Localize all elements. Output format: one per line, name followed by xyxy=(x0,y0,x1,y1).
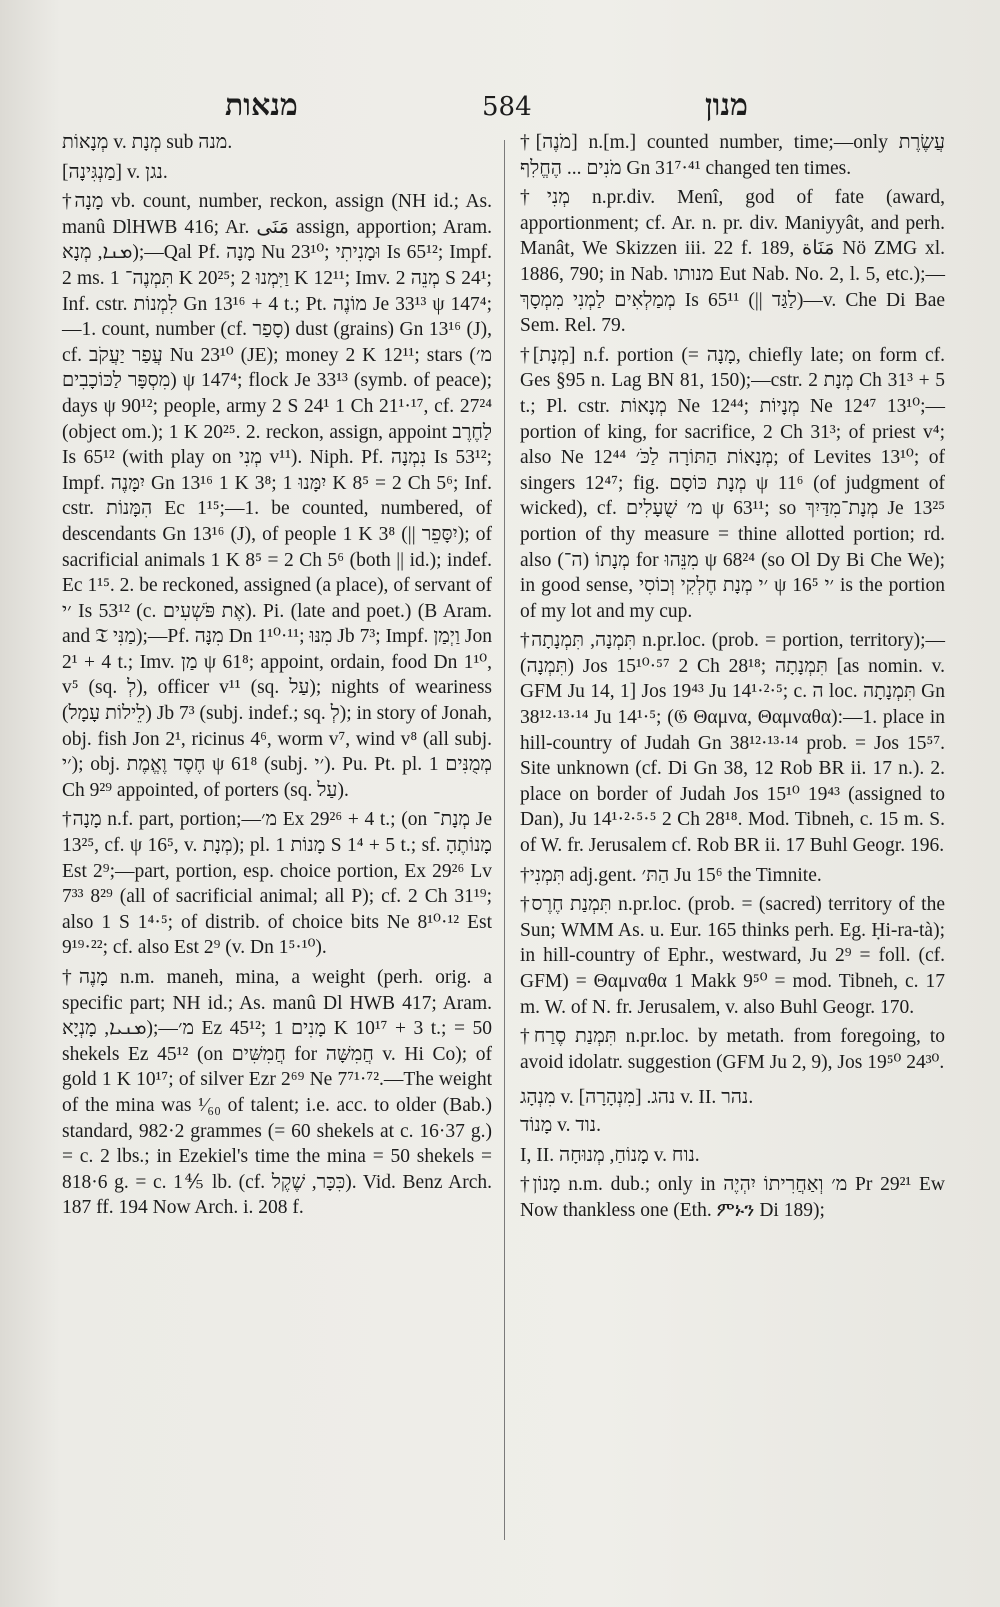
entry-manoah-xref: I, II. מָנוֹחַ, מְנוּחָה v. נוח. xyxy=(520,1144,700,1166)
entry-minhag-xref: מִנְהָג v. נהג. [מִנְהָרָה] v. II. נהר. xyxy=(520,1087,754,1109)
running-head-right: מנון xyxy=(705,88,748,123)
entry-timnath-heres: †תִּמְנַת חֶרֶס n.pr.loc. (prob. = (sacred) territory of the Sun; WMM As. u. Eur. 165 thinks perh. Eg. Ḥi-ra-tà); in hill-country of Ephr., westward, Ju 2⁹ = foll. (cf. GFM) = Θαμναθα 1 Makk 9⁵⁰ = mod. Tibneh, c. 17 m. W. of N. fr. Jerusalem, v. also Buhl Geogr. 170. xyxy=(520,894,945,1018)
page-number: 584 xyxy=(482,92,532,122)
entry-manon: †מָנוֹן n.m. dub.; only in מ׳ וְאַחֲרִיתוֹ יִהְיֶה Pr 29²¹ Ew Now thankless one (Eth. ምኑን Di 189); xyxy=(520,1174,946,1221)
entry-moneh: †[מֹנֶה] n.[m.] counted number, time;—only עֲשֶׂרֶת מֹנִים ... הֶחֱלִף Gn 31⁷·⁴¹ changed ten times. xyxy=(520,132,945,179)
entry-manah-noun: †מָנָה n.f. part, portion;—מ׳ Ex 29²⁶ + 4 t.; (on מְנָת־ Je 13²⁵, cf. ψ 16⁵, v. מְנָת); pl. מָנוֹת 1 S 1⁴ + 5 t.; sf. מָנוֹתֶהָ Est 2⁹;—part, portion, esp. choice portion, Ex 29²⁶ Lv 7³³ 8²⁹ (all of sacrificial animal; all P); cf. 2 Ch 31¹⁹; also 1 S 1⁴·⁵; of distrib. of choice bits Ne 8¹⁰·¹² Est 9¹⁹·²²; cf. also Est 2⁹ (v. Dn 1⁵·¹⁰). xyxy=(62,809,493,959)
entry-mangina-xref: [מַנְגִּינָה] v. נגן. xyxy=(62,161,168,183)
entry-timni: †תִּמְנִי adj.gent. הַתּ׳ Ju 15⁶ the Timnite. xyxy=(520,864,822,886)
entry-meni: †מְנִי n.pr.div. Menî, god of fate (award, apportionment; cf. Ar. n. pr. div. Maniyyât, and perh. Manât, We Skizzen iii. 22 f. 189, مَنَاة Nö ZMG xl. 1886, 790; in Nab. מנותו Eut Nab. No. 2, l. 5, etc.);—מְמַלְאִים לַמְנִי מִמְסָךְ Is 65¹¹ (|| לַגַּד)—v. Che Di Bae Sem. Rel. 79. xyxy=(520,187,946,337)
column-divider xyxy=(504,140,505,1540)
running-head-left: מנאות xyxy=(225,88,298,123)
right-column xyxy=(520,130,945,1227)
entry-menaoth-xref: מְנָאוֹת v. מְנָת sub מנה. xyxy=(62,132,233,153)
entry-manod-xref: מָנוֹד v. נוד. xyxy=(520,1114,601,1136)
entry-maneh: †מָנֶה n.m. maneh, mina, a weight (perh. orig. a specific part; NH id.; As. manû Dl HWB 417; Aram. ܡܢܝܐ, מָנְיָא);—מ׳ Ez 45¹²; מָנִים 1 K 10¹⁷ + 3 t.; = 50 shekels Ez 45¹² (on חֲמִשִּׁים for חֲמִשָּׁה v. Hi Co); of gold 1 K 10¹⁷; of silver Ezr 2⁶⁹ Ne 7⁷¹·⁷².—The weight of the mina was ¹⁄₆₀ of talent; i.e. acc. to older (Bab.) standard, 982·2 grammes (= 60 shekels at c. 16·37 g.) = c. 2 lbs.; in Ezekiel's time the mina = 50 shekels = 818·6 g. = c. 1⅘ lb. (cf. כִּכָּר, שֶׁקֶל). Vid. Benz Arch. 187 ff. 194 Now Arch. i. 208 f. xyxy=(62,967,493,1219)
entry-manah-verb: †מָנָה vb. count, number, reckon, assign (NH id.; As. manû DlHWB 416; Ar. مَنَى assign, apportion; Aram. ܡܢܐ, מְנָא);—Qal Pf. מָנָה Nu 23¹⁰; וּמָנִיתִי Is 65¹²; Impf. 2 ms. תִּמְנֶה־ 1 K 20²⁵; וַיִּמְנוּ 2 K 12¹¹; Imv. מְנֵה 2 S 24¹; Inf. cstr. לִמְנוֹת Gn 13¹⁶ + 4 t.; Pt. מוֹנֶה Je 33¹³ ψ 147⁴;—1. count, number (cf. סָפַר) dust (grains) Gn 13¹⁶ (J), cf. עֲפַר יַעֲקֹב Nu 23¹⁰ (JE); money 2 K 12¹¹; stars (מ׳ מִסְפָּר לַכּוֹכָבִים) ψ 147⁴; flock Je 33¹³ (symb. of peace); days ψ 90¹²; people, army 2 S 24¹ 1 Ch 21¹·¹⁷, cf. 27²⁴ (object om.); 1 K 20²⁵. 2. reckon, assign, appoint לַחֶרֶב Is 65¹² (with play on מְנִי v¹¹). Niph. Pf. נִמְנָה Is 53¹²; Impf. יִמָּנֶה Gn 13¹⁶ 1 K 3⁸; יִמָּנוּ 1 K 8⁵ = 2 Ch 5⁶; Inf. cstr. הִמָּנוֹת Ec 1¹⁵;—1. be counted, numbered, of descendants Gn 13¹⁶ (J), of people 1 K 3⁸ (|| יִסָּפֵר); of sacrificial animals 1 K 8⁵ = 2 Ch 5⁶ (both || id.); indef. Ec 1¹⁵. 2. be reckoned, assigned (a place), of servant of ׳י Is 53¹² (c. אֶת פֹּשְׁעִים). Pi. (late and poet.) (B Aram. and 𝔗 מַנִּי);—Pf. מִנָּה Dn 1¹⁰·¹¹; מִנּוּ Jb 7³; Impf. וַיְמַן Jon 2¹ + 4 t.; Imv. מַן ψ 61⁸; appoint, ordain, food Dn 1¹⁰, v⁵ (sq. לְ), officer v¹¹ (sq. עַל); nights of weariness (לֵילוֹת עָמָל) Jb 7³ (subj. indef.; sq. לְ); in story of Jonah, obj. fish Jon 2¹, ricinus 4⁶, worm v⁷, wind v⁸ (all subj. ׳י); obj. חֶסֶד וֶאֱמֶת ψ 61⁸ (subj. ׳י). Pu. Pt. pl. מְמֻנִּים 1 Ch 9²⁹ appointed, of porters (sq. עַל). xyxy=(62,191,493,801)
entry-timnath-serah: †תִּמְנַת סֶרַח n.pr.loc. by metath. from foregoing, to avoid idolatr. suggestion (GFM Ju 2, 9), Jos 19⁵⁰ 24³⁰. xyxy=(520,1026,946,1073)
entry-timnah: †תִּמְנָה, תִּמְנָתָה n.pr.loc. (prob. = portion, territory);—(תִּמְנָה) Jos 15¹⁰·⁵⁷ 2 Ch 28¹⁸; תִּמְנָתָה [as nomin. v. GFM Ju 14, 1] Jos 19⁴³ Ju 14¹·²·⁵; c. ה loc. תִּמְנָתָה Gn 38¹²·¹³·¹⁴ Ju 14¹·⁵; (𝔊 Θαμνα, Θαμναθα):—1. place in hill-country of Judah Gn 38¹²·¹³·¹⁴ prob. = Jos 15⁵⁷. Site unknown (cf. Di Gn 38, 12 Rob BR ii. 17 n.). 2. place on border of Judah Jos 15¹⁰ 19⁴³ (assigned to Dan), Ju 14¹·²·⁵·⁵ 2 Ch 28¹⁸. Mod. Tibneh, c. 15 m. S. of W. fr. Jerusalem cf. Rob BR ii. 17 Buhl Geogr. 196. xyxy=(520,630,946,857)
left-column xyxy=(62,130,492,1225)
entry-menath: †[מְנָת] n.f. portion (= מָנָה, chiefly late; on form cf. Ges §95 n. Lag BN 81, 150);—cstr. מְנָת 2 Ch 31³ + 5 t.; Pl. cstr. מְנָאוֹת Ne 12⁴⁴; מְנָיוֹת Ne 12⁴⁷ 13¹⁰;—portion of king, for sacrifice, 2 Ch 31³; of priest v⁴; also Ne 12⁴⁴ מְנָאוֹת הַתּוֹרָה לַכֹּ׳; of Levites 13¹⁰; of singers 12⁴⁷; fig. מְנָת כּוֹסָם ψ 11⁶ (of judgment of wicked), cf. מ׳ שֻׁעָלִים ψ 63¹¹; so מְנָת־מִדַּיִךְ Je 13²⁵ portion of thy measure = thine allotted portion; rd. also (ה־) מְנָתוֹ for מִנֵּהוּ ψ 68²⁴ (so Ol Dy Bi Che We); in good sense, ׳י מְנָת חֶלְקִי וְכוֹסִי ψ 16⁵ ׳י is the portion of my lot and my cup. xyxy=(520,344,946,622)
